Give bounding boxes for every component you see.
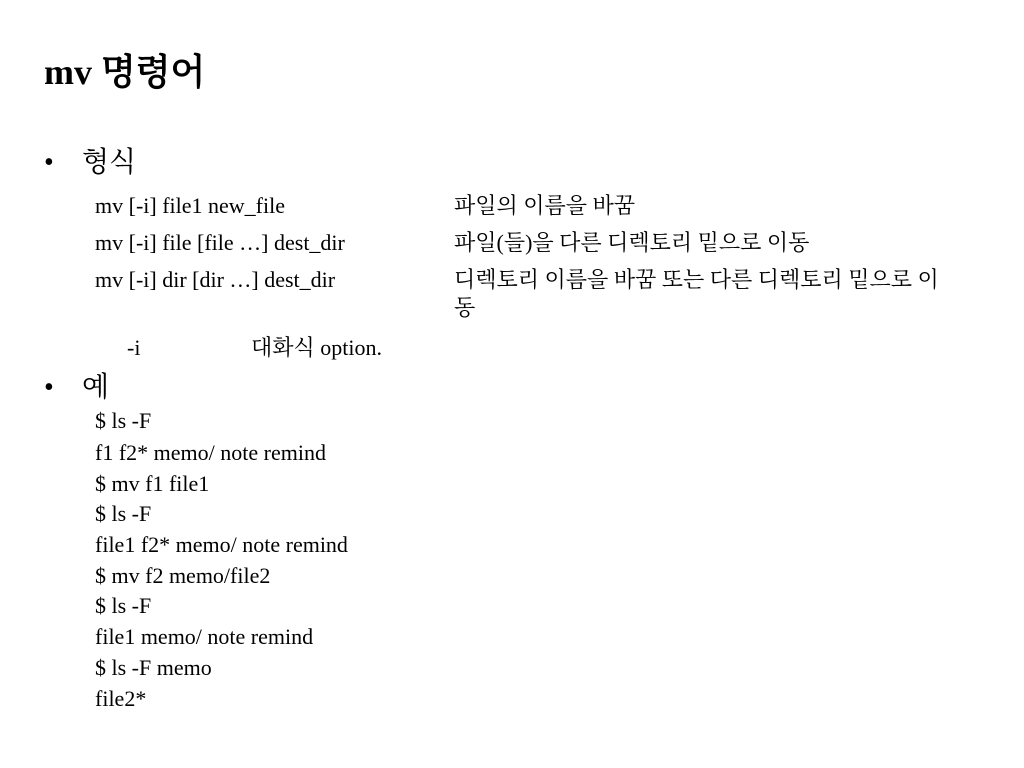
- example-line: $ mv f2 memo/file2: [95, 563, 271, 588]
- example-line: f1 f2* memo/ note remind: [95, 440, 326, 465]
- example-line: $ ls -F: [95, 408, 152, 433]
- example-line: $ ls -F: [95, 501, 152, 526]
- example-line: file1 f2* memo/ note remind: [95, 532, 348, 557]
- example-line: file1 memo/ note remind: [95, 624, 314, 649]
- format-heading: 형식: [82, 147, 137, 178]
- format-description: 파일(들)을 다른 디렉토리 밑으로 이동: [454, 230, 810, 255]
- format-description: 디렉토리 이름을 바꿈 또는 다른 디렉토리 밑으로 이동: [454, 267, 939, 320]
- example-line: $ ls -F memo: [95, 655, 212, 680]
- format-description: 파일의 이름을 바꿈: [454, 193, 636, 218]
- format-syntax: mv [-i] file [file …] dest_dir: [95, 230, 345, 255]
- example-line: $ ls -F: [95, 593, 152, 618]
- option-flag: -i: [127, 335, 141, 360]
- option-description: 대화식 option.: [251, 335, 382, 360]
- format-syntax: mv [-i] dir [dir …] dest_dir: [95, 267, 336, 292]
- example-heading: 예: [82, 372, 110, 403]
- example-line: file2*: [95, 686, 147, 711]
- bullet-icon: •: [44, 147, 54, 178]
- bullet-icon: •: [44, 372, 54, 403]
- format-syntax: mv [-i] file1 new_file: [95, 193, 285, 218]
- slide-title: mv 명령어: [44, 52, 206, 92]
- example-line: $ mv f1 file1: [95, 471, 210, 496]
